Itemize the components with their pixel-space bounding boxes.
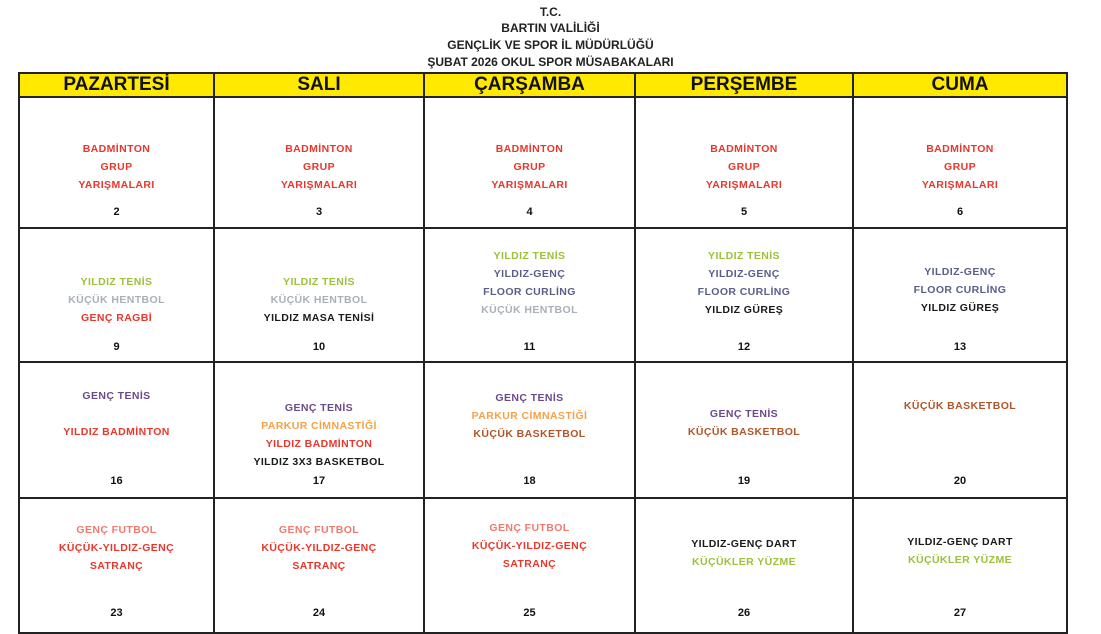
event-list [636, 140, 852, 194]
event-list [215, 521, 423, 575]
event-list [425, 247, 634, 319]
event-label: FLOOR CURLİNG [913, 284, 1007, 296]
event-label: GRUP [303, 161, 335, 173]
event-label: PARKUR CİMNASTİĞİ [471, 410, 588, 422]
event-list [636, 405, 852, 441]
event-label: BADMİNTON [710, 143, 778, 155]
event-label: YILDIZ-GENÇ [924, 266, 996, 278]
header-governorship: BARTIN VALİLİĞİ [501, 21, 600, 35]
day-number: 16 [110, 475, 123, 487]
event-label: KÜÇÜK BASKETBOL [473, 428, 586, 440]
event-label: GENÇ TENİS [709, 408, 779, 420]
day-number: 25 [523, 607, 536, 619]
day-cell [852, 497, 1068, 634]
header-tc: T.C. [539, 5, 562, 19]
event-label: GRUP [100, 161, 133, 173]
event-label: KÜÇÜK HENTBOL [68, 294, 165, 306]
day-cell [423, 497, 636, 634]
event-list [425, 140, 634, 194]
day-cell [18, 361, 215, 499]
event-label: GRUP [728, 161, 760, 173]
event-label: SATRANÇ [89, 560, 144, 572]
event-list [20, 387, 213, 441]
event-label: BADMİNTON [82, 143, 151, 155]
day-number: 18 [523, 475, 536, 487]
day-cell [634, 227, 854, 363]
event-label: SATRANÇ [292, 560, 346, 572]
day-cell [423, 361, 636, 499]
header-schedule-title: ŞUBAT 2026 OKUL SPOR MÜSABAKALARI [427, 55, 674, 69]
calendar-grid [18, 72, 1066, 632]
event-label: KÜÇÜK-YILDIZ-GENÇ [471, 540, 588, 552]
day-cell [18, 96, 215, 229]
day-cell [852, 96, 1068, 229]
event-label: YILDIZ-GENÇ DART [691, 538, 797, 550]
event-label: YILDIZ 3X3 BASKETBOL [253, 456, 385, 468]
event-label: YARIŞMALARI [921, 179, 999, 191]
day-header-0: PAZARTESİ [18, 72, 215, 98]
event-label: YILDIZ TENİS [80, 276, 153, 288]
event-label: YILDIZ-GENÇ [493, 268, 566, 280]
event-label: GENÇ FUTBOL [76, 524, 157, 536]
day-number: 2 [113, 206, 120, 218]
event-list [854, 533, 1066, 569]
event-label: YILDIZ BADMİNTON [63, 426, 170, 438]
event-label: YILDIZ BADMİNTON [265, 438, 373, 450]
event-label: PARKUR CİMNASTİĞİ [261, 420, 377, 432]
event-list [425, 519, 634, 573]
event-label: YILDIZ TENİS [708, 250, 780, 262]
event-label: GRUP [944, 161, 976, 173]
event-list [636, 535, 852, 571]
day-number: 17 [312, 475, 326, 487]
event-label: YARIŞMALARI [78, 179, 155, 191]
event-label: YILDIZ-GENÇ [708, 268, 780, 280]
event-list [215, 140, 423, 194]
event-label [20, 405, 213, 423]
event-label: YILDIZ TENİS [283, 276, 355, 288]
event-label: GENÇ TENİS [495, 392, 564, 404]
day-cell [213, 227, 425, 363]
day-number: 27 [953, 607, 967, 619]
day-number: 19 [737, 475, 751, 487]
day-cell [634, 497, 854, 634]
event-list [215, 399, 423, 471]
day-number: 10 [312, 341, 326, 353]
day-cell [634, 96, 854, 229]
day-cell [213, 96, 425, 229]
event-label: KÜÇÜK BASKETBOL [687, 426, 801, 438]
event-label: BADMİNTON [285, 143, 353, 155]
event-list [854, 397, 1066, 415]
event-label: GRUP [513, 161, 546, 173]
event-label: KÜÇÜKLER YÜZME [908, 554, 1012, 566]
event-label: YILDIZ GÜREŞ [704, 304, 784, 316]
event-label: GENÇ FUTBOL [489, 522, 570, 534]
day-cell [423, 96, 636, 229]
event-list [854, 263, 1066, 317]
event-label: KÜÇÜK HENTBOL [270, 294, 368, 306]
event-list [636, 247, 852, 319]
day-cell [852, 227, 1068, 363]
day-cell [213, 361, 425, 499]
event-list [20, 273, 213, 327]
header-directorate: GENÇLİK VE SPOR İL MÜDÜRLÜĞÜ [447, 38, 654, 52]
event-label: KÜÇÜKLER YÜZME [692, 556, 796, 568]
event-list [20, 140, 213, 194]
day-number: 26 [737, 607, 751, 619]
day-cell [213, 497, 425, 634]
day-header-1: SALI [213, 72, 425, 98]
event-label: YILDIZ-GENÇ DART [907, 536, 1013, 548]
event-label: KÜÇÜK-YILDIZ-GENÇ [261, 542, 377, 554]
day-number: 20 [953, 475, 967, 487]
event-label: KÜÇÜK BASKETBOL [903, 400, 1017, 412]
day-header-2: ÇARŞAMBA [423, 72, 636, 98]
day-number: 6 [956, 206, 964, 218]
event-label: YARIŞMALARI [705, 179, 783, 191]
event-label: YILDIZ TENİS [493, 250, 566, 262]
event-label: YILDIZ MASA TENİSİ [263, 312, 375, 324]
event-label: GENÇ TENİS [82, 390, 151, 402]
day-header-3: PERŞEMBE [634, 72, 854, 98]
event-list [854, 140, 1066, 194]
day-number: 13 [953, 341, 967, 353]
day-header-4: CUMA [852, 72, 1068, 98]
event-list [215, 273, 423, 327]
day-cell [18, 227, 215, 363]
event-label: SATRANÇ [502, 558, 557, 570]
day-cell [634, 361, 854, 499]
day-number: 3 [315, 206, 323, 218]
day-number: 9 [113, 341, 120, 353]
event-label: GENÇ RAGBİ [80, 312, 153, 324]
event-label: KÜÇÜK-YILDIZ-GENÇ [58, 542, 175, 554]
event-label: BADMİNTON [495, 143, 564, 155]
event-label: YILDIZ GÜREŞ [920, 302, 1000, 314]
day-number: 11 [523, 341, 536, 353]
day-cell [423, 227, 636, 363]
event-list [425, 389, 634, 443]
event-label: BADMİNTON [926, 143, 994, 155]
event-label: FLOOR CURLİNG [697, 286, 791, 298]
day-number: 4 [526, 206, 533, 218]
event-label: YARIŞMALARI [280, 179, 358, 191]
day-number: 23 [110, 607, 123, 619]
day-cell [18, 497, 215, 634]
event-label: FLOOR CURLİNG [483, 286, 576, 298]
day-number: 24 [312, 607, 326, 619]
event-label: YARIŞMALARI [491, 179, 568, 191]
event-list [20, 521, 213, 575]
day-cell [852, 361, 1068, 499]
event-label: GENÇ FUTBOL [278, 524, 360, 536]
event-label: GENÇ TENİS [284, 402, 354, 414]
event-label: KÜÇÜK HENTBOL [481, 304, 578, 316]
day-number: 12 [737, 341, 751, 353]
day-number: 5 [740, 206, 748, 218]
